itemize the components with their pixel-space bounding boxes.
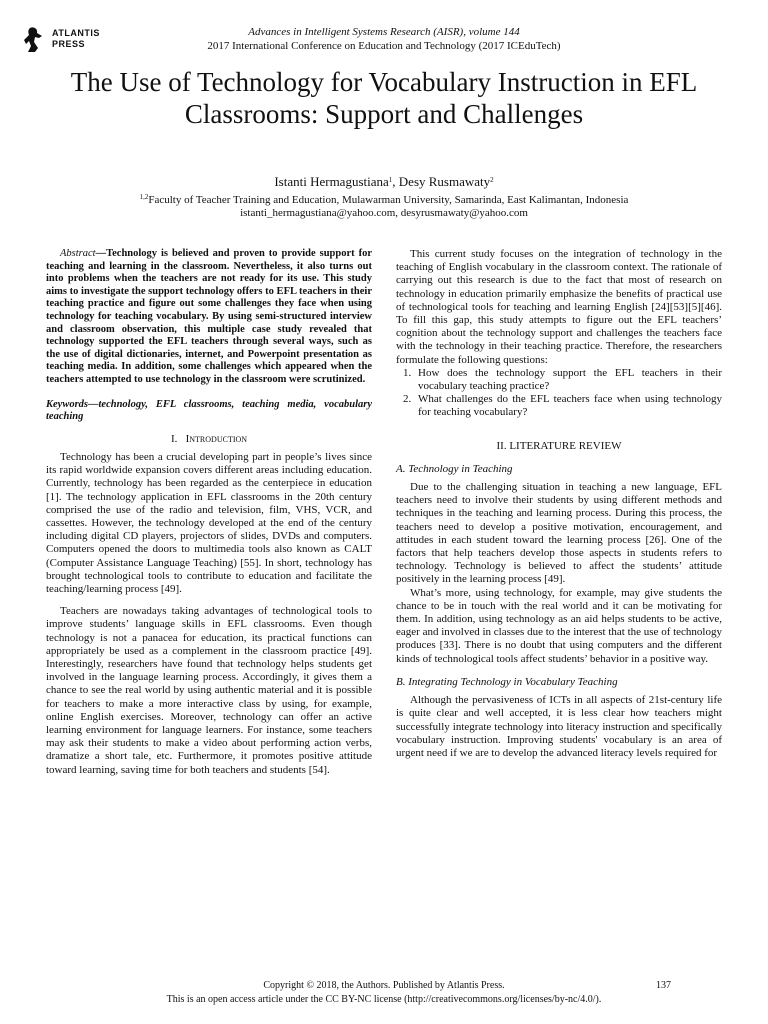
research-questions [396,367,722,420]
logo-line2: PRESS [52,39,86,49]
author-2: Desy Rusmawaty [398,174,491,189]
section-heading-literature-review: II. LITERATURE REVIEW [496,439,622,452]
abstract [46,248,372,387]
series-title: Advances in Intelligent Systems Research (AISR), volume 144 [248,26,520,38]
author-emails: istanti_hermagustiana@yahoo.com, desyrusmawaty@yahoo.com [240,207,528,219]
subsection-b-paragraph-1: Although the pervasiveness of ICTs in all aspects of 21st-century life is quite clear and well accepted, it is less clear how teachers might successfully integrate technology into literacy instruction and specifically vocabulary instruction. Improving students' vocabulary is an area of urgent need if we are to develop the advanced literacy levels required for [396,694,722,759]
section-heading-introduction [46,433,372,446]
page-number: 137 [656,980,671,991]
intro-paragraph-1: Technology has been a crucial developing part in people’s lives since its rapid worldwide expansion covers different areas including education. Currently, technology has been regarded as the centerpiece in education [1]. The technology application in EFL classrooms in the 20th century comprised the use of the radio and television, film, VHS, VCR, and cassettes. However, the technology developed at the end of the century including digital CD players, projectors of slides, DVDs and computers. Computers opened the doors to multimedia tools also known as CALT (Computer Assistance Language Teaching) [55]. In short, technology has brought technological tools to contribute to education and facilitate the teaching/learning process [49]. [46,450,372,595]
affiliation-text: Faculty of Teacher Training and Education, Mulawarman University, Samarinda, East Kalimantan, Indonesia [148,194,629,206]
paper-title: The Use of Technology for Vocabulary Instruction in EFL Classrooms: Support and Challenges [70,67,698,129]
left-column [46,248,372,777]
author-1-sup: 1 [388,176,393,184]
subsection-heading-b: B. Integrating Technology in Vocabulary Teaching [396,675,618,688]
license-notice: This is an open access article under the CC BY-NC license (http://creativecommons.org/licenses/by-nc/4.0/). [166,994,602,1005]
section-title: Introduction [185,432,248,445]
abstract-text: —Technology is believed and proven to provide support for teaching and learning in the classroom. Nevertheless, it also turns out into problems when the teachers are not ready for its use. This study aims to investigate the support technology offers to EFL teachers in their teaching practice and figure out some challenges they face when using technology for teaching vocabulary. By using semi-structured interview and classroom observation, this multiple case study revealed that technology supported the EFL teachers through several ways, such as the use of digital dictionaries, internet, and Powerpoint presentation as teaching media. In addition, some challenges which appeared when the teachers attempted to use technology in the classroom were scrutinized. [46,248,372,385]
subsection-heading-a: A. Technology in Teaching [396,462,513,475]
logo-line1: ATLANTIS [52,28,100,38]
section-number: I. [170,432,178,445]
intro-paragraph-2: Teachers are nowadays taking advantages of technological tools to improve students’ language skills in EFL classrooms. Even though technology is not a panacea for education, its practical functions can appropriately be used as a complement in the classroom practice [49]. Interestingly, researchers have found that technology helps students get involved in the language learning process. Accordingly, it gives them a chance to see the real world by using authentic material and it is possible for teachers to make a more interactive class by using, for example, online English exercises. Moreover, technology can offer an active learning environment for language learners. For instance, some teachers may ask their students to make a video about performing action verbs, dramatize a short tale, etc. Furthermore, it promotes positive attitude toward learning, saving time for both teachers and students [54]. [46,605,372,776]
copyright-notice: Copyright © 2018, the Authors. Published by Atlantis Press. [263,980,505,991]
keywords: Keywords—technology, EFL classrooms, teaching media, vocabulary teaching [46,398,372,423]
subsection-a-paragraph-2: What’s more, using technology, for example, may give students the chance to be in touch with the real world and it can be motivating for them. In addition, using technology as an aid helps students to be active, eager and involved in classes due to the interest that the use of technology produces [33]. There is no doubt that using computers and the different kinds of technological tools affect students’ behavior in a positive way. [396,586,722,665]
conference-title: 2017 International Conference on Education and Technology (2017 ICEduTech) [207,40,561,52]
affiliation-sup: 1,2 [139,193,149,201]
affiliation [0,194,768,206]
authors-line [0,174,768,190]
right-column [396,248,722,760]
author-separator: , [392,174,399,189]
abstract-label: Abstract [60,248,96,259]
research-question: 1. How does the technology support the EFL teachers in their vocabulary teaching practice? [414,367,722,393]
right-paragraph-1: This current study focuses on the integration of technology in the teaching of English vocabulary in the classroom context. The rationale of carrying out this research is due to the fact that most of research on technology in education primarily emphasize the benefits of practical use of technological tools for teaching and learning English [24][53][5][46]. To fill this gap, this study attempts to figure out the EFL teachers’ cognition about the technology support and challenges the teachers face with the technology in their teaching practice. Therefore, the researchers formulate the following questions: [396,248,722,366]
author-1: Istanti Hermagustiana [274,174,389,189]
subsection-a-paragraph-1: Due to the challenging situation in teaching a new language, EFL teachers need to involve their students by using different methods and techniques in the teaching and learning process. During this process, the teachers need to develop a positive motivation, encouragement, and attitudes in each student toward the learning process [26]. One of the factors that help teachers develop those aspects in students refers to technology. Technology is believed to affect the students’ attitude positively in the learning process [49]. [396,481,722,586]
research-question: 2. What challenges do the EFL teachers face when using technology for teaching vocabulary? [414,393,722,419]
author-2-sup: 2 [490,176,494,184]
